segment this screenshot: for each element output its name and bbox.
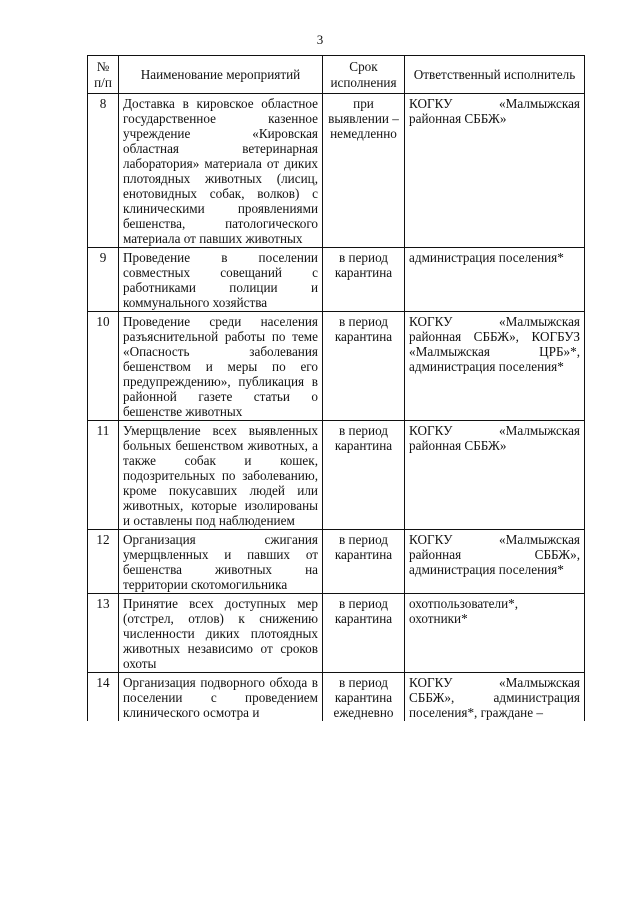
deadline: в период карантина: [323, 594, 405, 673]
table-row: [88, 94, 585, 248]
table-row: [88, 312, 585, 421]
measure-name: Принятие всех доступных мер (отстрел, отлов) к снижению численности диких плотоядных животных независимо от сроков охоты: [119, 594, 323, 673]
table-row: [88, 530, 585, 594]
deadline: в период карантина ежедневно: [323, 673, 405, 722]
responsible: КОГКУ «Малмыжская районная СББЖ», КОГБУЗ «Малмыжская ЦРБ»*, администрация поселения*: [405, 312, 585, 421]
deadline: в период карантина: [323, 530, 405, 594]
table-row: [88, 594, 585, 673]
measure-name: Проведение среди населения разъяснительной работы по теме «Опасность заболевания бешенством и меры по его предупреждению», публикация в районной газете статьи о бешенстве животных: [119, 312, 323, 421]
responsible: КОГКУ «Малмыжская районная СББЖ»: [405, 421, 585, 530]
deadline: в период карантина: [323, 312, 405, 421]
measure-name: Организация подворного обхода в поселении с проведением клинического осмотра и: [119, 673, 323, 722]
header-number: № п/п: [88, 56, 119, 94]
table-header-row: [88, 56, 585, 94]
deadline: при выявлении – немедленно: [323, 94, 405, 248]
responsible: КОГКУ «Малмыжская районная СББЖ»: [405, 94, 585, 248]
header-measure-name: Наименование мероприятий: [119, 56, 323, 94]
row-number: 8: [88, 94, 119, 248]
measure-name: Умерщвление всех выявленных больных бешенством животных, а также собак и кошек, подозрительных по заболеванию, кроме покусавших людей или животных, которые изолированы и оставлены под наблюдением: [119, 421, 323, 530]
deadline: в период карантина: [323, 248, 405, 312]
measures-table: [87, 55, 585, 721]
table-row: [88, 421, 585, 530]
row-number: 13: [88, 594, 119, 673]
measure-name: Доставка в кировское областное государственное казенное учреждение «Кировская областная ветеринарная лаборатория» материала от диких плотоядных животных (лисиц, енотовидных собак, волков) с клиническими проявлениями бешенства, патологического материала от павших животных: [119, 94, 323, 248]
page-number: 3: [316, 32, 324, 47]
row-number: 10: [88, 312, 119, 421]
row-number: 12: [88, 530, 119, 594]
responsible: КОГКУ «Малмыжская СББЖ», администрация поселения*, граждане –: [405, 673, 585, 722]
responsible: КОГКУ «Малмыжская районная СББЖ», администрация поселения*: [405, 530, 585, 594]
table-row: [88, 248, 585, 312]
measure-name: Проведение в поселении совместных совещаний с работниками полиции и коммунального хозяйства: [119, 248, 323, 312]
row-number: 14: [88, 673, 119, 722]
row-number: 11: [88, 421, 119, 530]
responsible: охотпользователи*, охотники*: [405, 594, 585, 673]
header-deadline: Срок исполнения: [323, 56, 405, 94]
row-number: 9: [88, 248, 119, 312]
deadline: в период карантина: [323, 421, 405, 530]
table-row: [88, 673, 585, 722]
header-responsible: Ответственный исполнитель: [405, 56, 585, 94]
responsible: администрация поселения*: [405, 248, 585, 312]
measure-name: Организация сжигания умерщвленных и павших от бешенства животных на территории скотомогильника: [119, 530, 323, 594]
